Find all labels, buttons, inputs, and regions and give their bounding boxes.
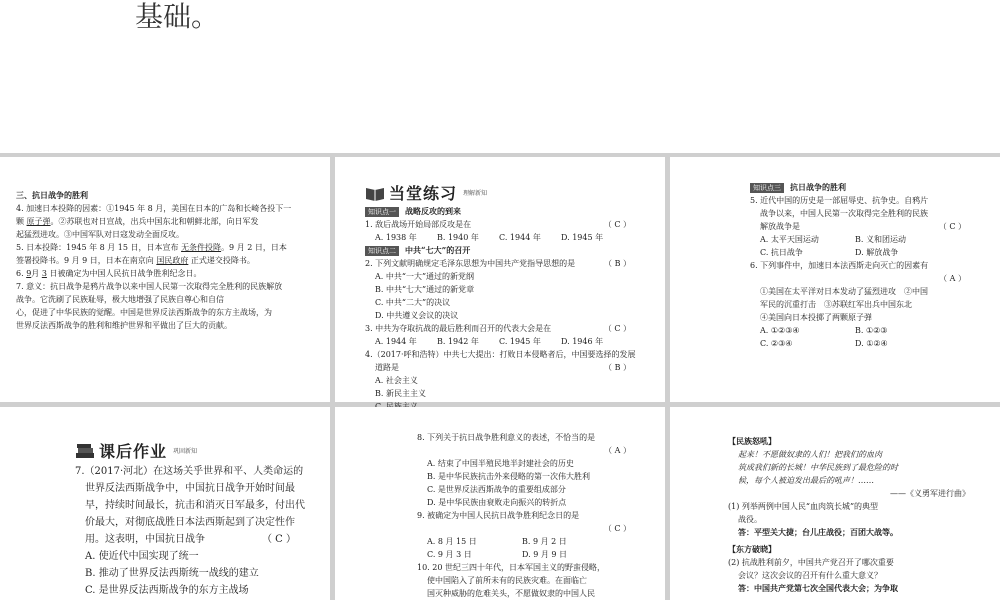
panel-practice-continued [670, 157, 1000, 402]
option: A. 使近代中国实现了统一 [85, 551, 199, 562]
poem-line: 筑成我们新的长城！中华民族到了最危险的时 [738, 463, 898, 472]
answer: （ A ） [604, 446, 631, 455]
answer: （ B ） [604, 363, 631, 372]
question: 战争以来，中国人民第一次取得完全胜利的民族 [760, 209, 928, 218]
knowledge-tag: 知识点二 [365, 246, 399, 256]
banner-subtitle: 理解新知 [463, 189, 488, 197]
question: ④美国向日本投掷了两颗原子弹 [760, 313, 872, 322]
option: C. 是世界反法西斯战争的重要组成部分 [427, 485, 566, 494]
question: 军民的沉重打击 ③苏联红军出兵中国东北 [760, 300, 912, 309]
question: 1. 敌后战场开始局部反攻是在 （ C ） [365, 220, 631, 229]
blank-answer: 3 [41, 269, 47, 278]
question: 价最大，对彻底战胜日本法西斯起到了决定性作 [85, 517, 295, 528]
options: A. ①②③④ B. ①②③ C. ②③④ D. ①②④ [760, 326, 888, 348]
option: D. 是中华民族由衰败走向振兴的转折点 [427, 498, 567, 507]
book-icon [365, 185, 385, 201]
answer: （ C ） [603, 220, 631, 229]
poem-line: 起来！不愿做奴隶的人们！把我们的血肉 [738, 450, 882, 459]
answer: （ B ） [604, 259, 631, 268]
question: 战役。 [738, 515, 762, 524]
answer: （ C ） [603, 524, 631, 533]
question: 7.（2017·河北）在这场关乎世界和平、人类命运的 [75, 466, 304, 477]
text-line: 5. 日本投降：1945 年 8 月 15 日，日本宣布 无条件投降。9 月 2 日，日本 [16, 243, 287, 252]
option: A. 结束了中国半殖民地半封建社会的历史 [427, 459, 574, 468]
poem-line: 候，每个人被迫发出最后的吼声！…… [738, 476, 874, 485]
answer: 答：平型关大捷；台儿庄战役；百团大战等。 [738, 527, 898, 537]
answer-line [417, 444, 655, 457]
homework-banner [75, 443, 320, 459]
answer: （ C ） [938, 222, 966, 231]
blank-answer: 无条件投降 [181, 243, 222, 252]
question: 5. 近代中国的历史是一部屈辱史、抗争史。自鸦片 [750, 196, 929, 205]
text-line: 世界反法西斯战争的胜利和维护世界和平做出了巨大的贡献。 [16, 321, 232, 330]
question: 世界反法西斯战争中，中国抗日战争开始时间最 [85, 483, 295, 494]
question: 3. 中共为夺取抗战的最后胜利而召开的代表大会是在 （ C ） [365, 324, 631, 333]
question: 会议？这次会议的召开有什么重大意义？ [738, 571, 882, 580]
panel-knowledge-summary [0, 157, 330, 402]
text-line: 战争。它洗刷了民族耻辱，极大地增强了民族自尊心和自信 [16, 295, 224, 304]
answer: （ C ） [603, 324, 631, 333]
section-heading: 【东方破晓】 [728, 544, 776, 554]
blank-answer: 9 [26, 269, 32, 278]
question: 早，持续时间最长，抗击和消灭日军最多，付出代 [85, 500, 305, 511]
topic-title: 中共“七大”的召开 [405, 245, 471, 255]
question: 国灭种威胁的危难关头，不愿做奴隶的中国人民 [427, 589, 595, 598]
knowledge-tag: 知识点三 [750, 183, 784, 193]
section-heading: 【民族怒吼】 [728, 436, 776, 446]
section-heading: 三、抗日战争的胜利 [16, 190, 88, 200]
panel-material-analysis [670, 407, 1000, 600]
topic-title: 战略反攻的到来 [405, 206, 461, 216]
banner-title: 当堂练习 [389, 183, 458, 203]
question: 9. 被确定为中国人民抗日战争胜利纪念日的是 [417, 511, 580, 520]
text-line: 7. 意义：抗日战争是鸦片战争以来中国人民第一次取得完全胜利的民族解放 [16, 282, 283, 291]
options: A. 8 月 15 日 B. 9 月 2 日 C. 9 月 3 日 D. 9 月 9 日 [427, 537, 568, 559]
banner-title: 课后作业 [99, 441, 168, 461]
question: (2) 抗战胜利前夕，中国共产党召开了哪次重要 [728, 558, 894, 567]
top-text: 基础。 [135, 0, 220, 33]
question: 8. 下列关于抗日战争胜利意义的表述，不恰当的是 [417, 433, 596, 442]
question: 10. 20 世纪三四十年代，日本军国主义的野蛮侵略， [417, 563, 605, 572]
options: A. 中共“一大”通过的新党纲 B. 中共“七大”通过的新党章 C. 中共“二大”的决议 D. 中共遵义会议的决议 [375, 272, 475, 320]
knowledge-tag: 知识点一 [365, 207, 399, 217]
option: C. 是世界反法西斯战争的东方主战场 [85, 585, 249, 596]
text-line: 6. 9月 3 日被确定为中国人民抗日战争胜利纪念日。 [16, 269, 202, 278]
text-line: 4. 加速日本投降的因素：①1945 年 8 月，美国在日本的广岛和长崎各投下一 [16, 204, 292, 213]
text-line: 起猛烈进攻。③中国军队对日寇发动全面反攻。 [16, 230, 184, 239]
text-line: 颗 原子弹。②苏联也对日宣战，出兵中国东北和朝鲜北部，向日军发 [16, 217, 259, 226]
question: 4.（2017·呼和浩特）中共七大提出：打败日本侵略者后，中国要选择的发展 [365, 350, 636, 359]
answer: （ C ） [261, 534, 296, 545]
practice-banner [365, 185, 655, 201]
banner-subtitle: 巩固新知 [173, 447, 198, 455]
question: 使中国陷入了前所未有的民族灾难。在面临亡 [427, 576, 587, 585]
option: B. 是中华民族抗击外来侵略的第一次伟大胜利 [427, 472, 590, 481]
question: (1) 列举两例中国人民“血肉筑长城”的典型 [728, 502, 879, 511]
answer: 答：中国共产党第七次全国代表大会；为争取 [738, 583, 898, 593]
topic-title: 抗日战争的胜利 [790, 182, 846, 192]
question: 用。这表明，中国抗日战争 （ C ） [75, 531, 320, 548]
answer: （ A ） [939, 274, 966, 283]
question: 解放战争是 （ C ） [760, 222, 966, 231]
options: A. 1944 年 B. 1942 年 C. 1945 年 D. 1946 年 [375, 337, 604, 346]
answer-line [750, 272, 990, 285]
answer-line [417, 522, 655, 535]
blank-answer: 国民政府 [156, 256, 189, 265]
question: ①美国在太平洋对日本发动了猛烈进攻 ②中国 [760, 287, 928, 296]
option: B. 推动了世界反法西斯统一战线的建立 [85, 568, 259, 579]
panel-homework [0, 407, 330, 600]
options: A. 社会主义 B. 新民主主义 [375, 376, 426, 398]
question: 2. 下列文献明确规定毛泽东思想为中国共产党指导思想的是 （ B ） [365, 259, 631, 268]
books-icon [75, 443, 95, 459]
source-citation: ——《义勇军进行曲》 [890, 489, 970, 498]
question: 道路是 （ B ） [375, 363, 631, 372]
blank-answer: 原子弹 [26, 217, 51, 226]
options: A. 1938 年 B. 1940 年 C. 1944 年 D. 1945 年 [375, 233, 604, 242]
options: A. 太平天国运动 B. 义和团运动 C. 抗日战争 D. 解放战争 [760, 235, 906, 257]
question: 6. 下列事件中，加速日本法西斯走向灭亡的因素有 [750, 261, 929, 270]
panel-homework-continued [335, 407, 665, 600]
text-line: 心，促进了中华民族的觉醒。中国是世界反法西斯战争的东方主战场，为 [16, 308, 272, 317]
text-line: 签署投降书。9 月 9 日，日本在南京向 国民政府 正式递交投降书。 [16, 256, 255, 265]
panel-class-practice [335, 157, 665, 402]
